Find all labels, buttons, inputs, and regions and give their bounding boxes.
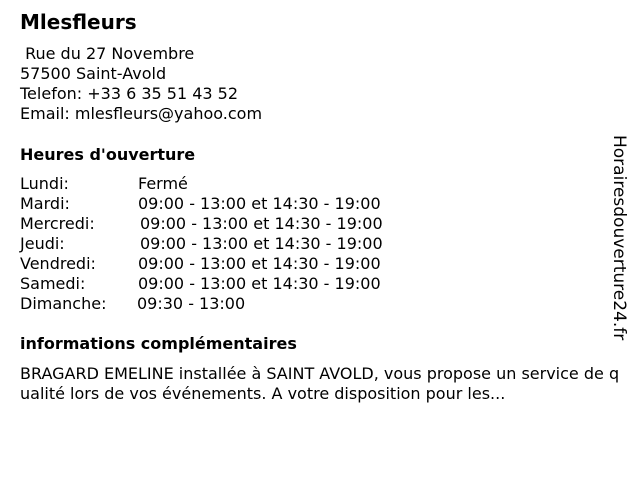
hours-row-sunday: [20, 294, 383, 314]
hours-row-wednesday: [20, 214, 383, 234]
site-watermark: Horairesdouverture24.fr: [609, 135, 629, 341]
hours-row-friday: [20, 254, 383, 274]
day-label: Dimanche:: [20, 294, 107, 313]
time-range: 09:00 - 13:00 et 14:30 - 19:00: [138, 254, 381, 273]
opening-hours-heading: Heures d'ouverture: [20, 145, 196, 164]
day-label: Samedi:: [20, 274, 86, 293]
time-range: 09:30 - 13:00: [137, 294, 246, 313]
day-label: Lundi:: [20, 174, 69, 193]
phone-number: Telefon: +33 6 35 51 43 52: [20, 84, 239, 103]
street-address: Rue du 27 Novembre: [20, 44, 195, 63]
contact-block: [20, 44, 262, 124]
email-address: Email: mlesfleurs@yahoo.com: [20, 104, 263, 123]
business-name: Mlesfleurs: [20, 10, 137, 34]
time-range: 09:00 - 13:00 et 14:30 - 19:00: [138, 274, 381, 293]
city-address: 57500 Saint-Avold: [20, 64, 167, 83]
time-range: 09:00 - 13:00 et 14:30 - 19:00: [140, 234, 383, 253]
additional-info-text: BRAGARD EMELINE installée à SAINT AVOLD, vous propose un service de qualité lors de vos événements. A votre disposition pour les...: [20, 364, 620, 403]
additional-info-heading: informations complémentaires: [20, 334, 297, 353]
time-range: Fermé: [138, 174, 188, 193]
day-label: Vendredi:: [20, 254, 96, 273]
hours-row-tuesday: [20, 194, 383, 214]
day-label: Jeudi:: [20, 234, 65, 253]
hours-row-monday: [20, 174, 383, 194]
time-range: 09:00 - 13:00 et 14:30 - 19:00: [140, 214, 383, 233]
time-range: 09:00 - 13:00 et 14:30 - 19:00: [138, 194, 381, 213]
day-label: Mercredi:: [20, 214, 95, 233]
day-label: Mardi:: [20, 194, 70, 213]
hours-row-saturday: [20, 274, 383, 294]
opening-hours-table: [20, 174, 383, 314]
hours-row-thursday: [20, 234, 383, 254]
